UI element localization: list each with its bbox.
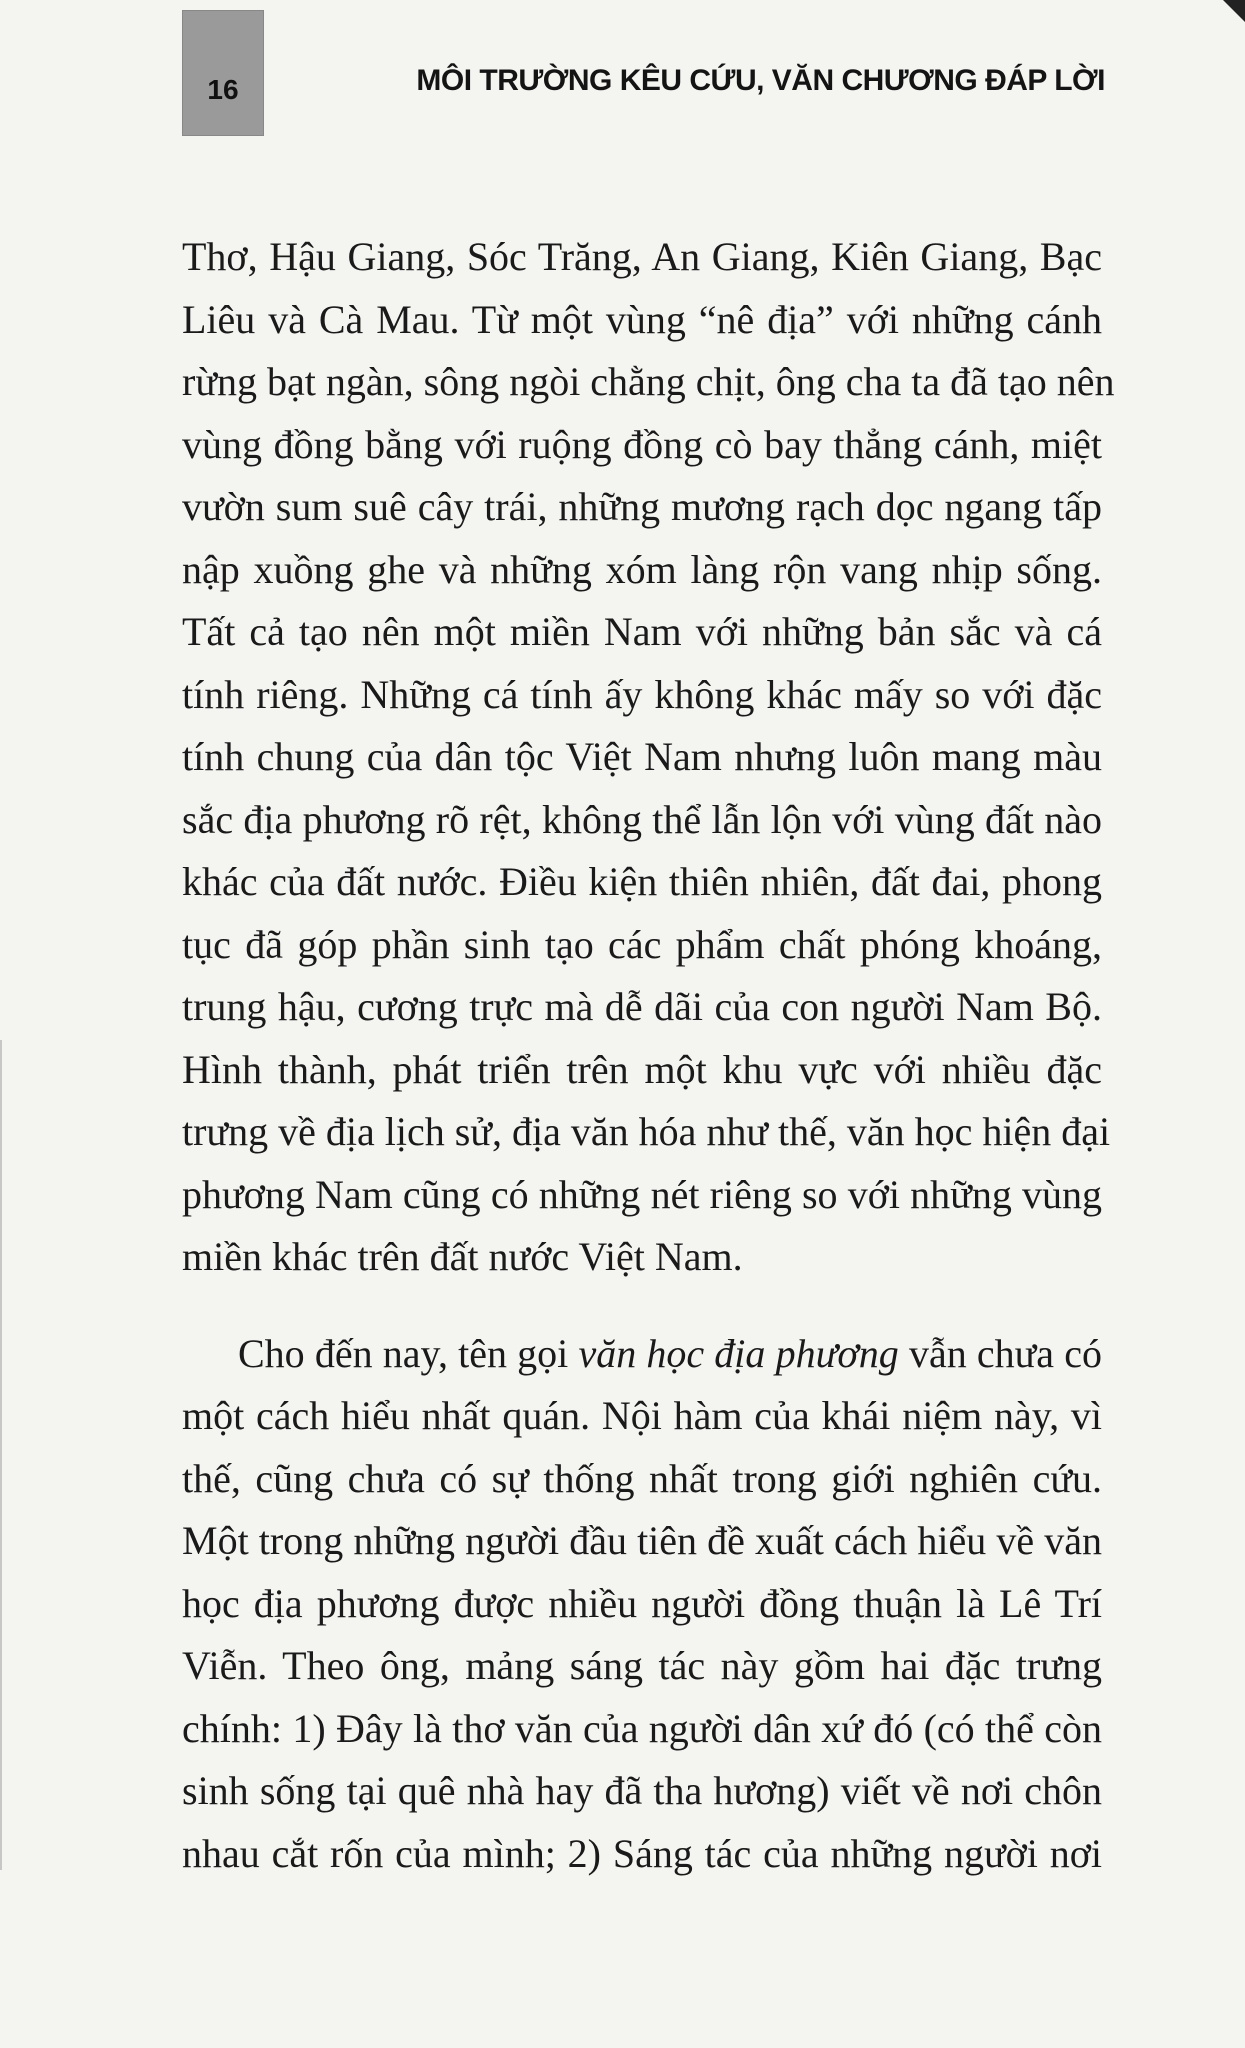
text-line: tục đã góp phần sinh tạo các phẩm chất phóng khoáng, [182, 921, 1102, 967]
italic-term: văn học địa phương [578, 1330, 899, 1376]
text-line: sinh sống tại quê nhà hay đã tha hương) viết về nơi chôn [182, 1768, 1102, 1813]
running-title: MÔI TRƯỜNG KÊU CỨU, VĂN CHƯƠNG ĐÁP LỜI [416, 64, 1105, 97]
text-line: tính chung của dân tộc Việt Nam nhưng luôn mang màu [182, 734, 1102, 779]
text-line: Tất cả tạo nên một miền Nam với những bản sắc và cá [182, 609, 1102, 654]
text-line: nập xuồng ghe và những xóm làng rộn vang nhịp sống. [182, 546, 1102, 592]
page-corner-mark [1223, 0, 1245, 22]
text-run: Cho đến nay, tên gọi [238, 1330, 579, 1376]
text-line: trung hậu, cương trực mà dễ dãi của con người Nam Bộ. [182, 984, 1102, 1029]
paragraph-2 [182, 1323, 1102, 1886]
text-line: sắc địa phương rõ rệt, không thể lẫn lộn với vùng đất nào [182, 796, 1102, 842]
page-number: 16 [207, 74, 239, 105]
text-line: Một trong những người đầu tiên đề xuất cách hiểu về văn [182, 1518, 1102, 1563]
text-line: học địa phương được nhiều người đồng thuận là Lê Trí [182, 1580, 1102, 1626]
text-line: nhau cắt rốn của mình; 2) Sáng tác của những người nơi [182, 1830, 1102, 1876]
text-line-first [182, 1323, 1102, 1386]
text-line: Viễn. Theo ông, mảng sáng tác này gồm hai đặc trưng [182, 1643, 1102, 1688]
text-line: thế, cũng chưa có sự thống nhất trong giới nghiên cứu. [182, 1455, 1102, 1501]
text-line: rừng bạt ngàn, sông ngòi chằng chịt, ông cha ta đã tạo nên [182, 359, 1115, 404]
body-text [182, 226, 1115, 1885]
paragraph-gap [182, 1289, 1102, 1323]
text-line: khác của đất nước. Điều kiện thiên nhiên, đất đai, phong [182, 859, 1102, 904]
text-line: tính riêng. Những cá tính ấy không khác mấy so với đặc [182, 671, 1102, 717]
text-line: Thơ, Hậu Giang, Sóc Trăng, An Giang, Kiên Giang, Bạc [182, 234, 1102, 279]
text-line: chính: 1) Đây là thơ văn của người dân xứ đó (có thể còn [182, 1705, 1102, 1751]
text-line: vùng đồng bằng với ruộng đồng cò bay thẳng cánh, miệt [182, 421, 1102, 467]
text-line: phương Nam cũng có những nét riêng so với những vùng [182, 1171, 1102, 1217]
text-line: trưng về địa lịch sử, địa văn hóa như thế, văn học hiện đại [182, 1109, 1111, 1154]
paragraph-1 [182, 226, 1115, 1289]
text-line: một cách hiểu nhất quán. Nội hàm của khái niệm này, vì [182, 1393, 1102, 1438]
text-run: vẫn chưa có [898, 1330, 1102, 1376]
text-line: Hình thành, phát triển trên một khu vực với nhiều đặc [182, 1046, 1102, 1092]
text-line: vườn sum suê cây trái, những mương rạch dọc ngang tấp [182, 484, 1102, 529]
text-line: miền khác trên đất nước Việt Nam. [182, 1234, 743, 1279]
page-gutter-shadow [0, 1040, 2, 1870]
text-line: Liêu và Cà Mau. Từ một vùng “nê địa” với những cánh [182, 296, 1102, 342]
page-number-tab [182, 10, 264, 136]
